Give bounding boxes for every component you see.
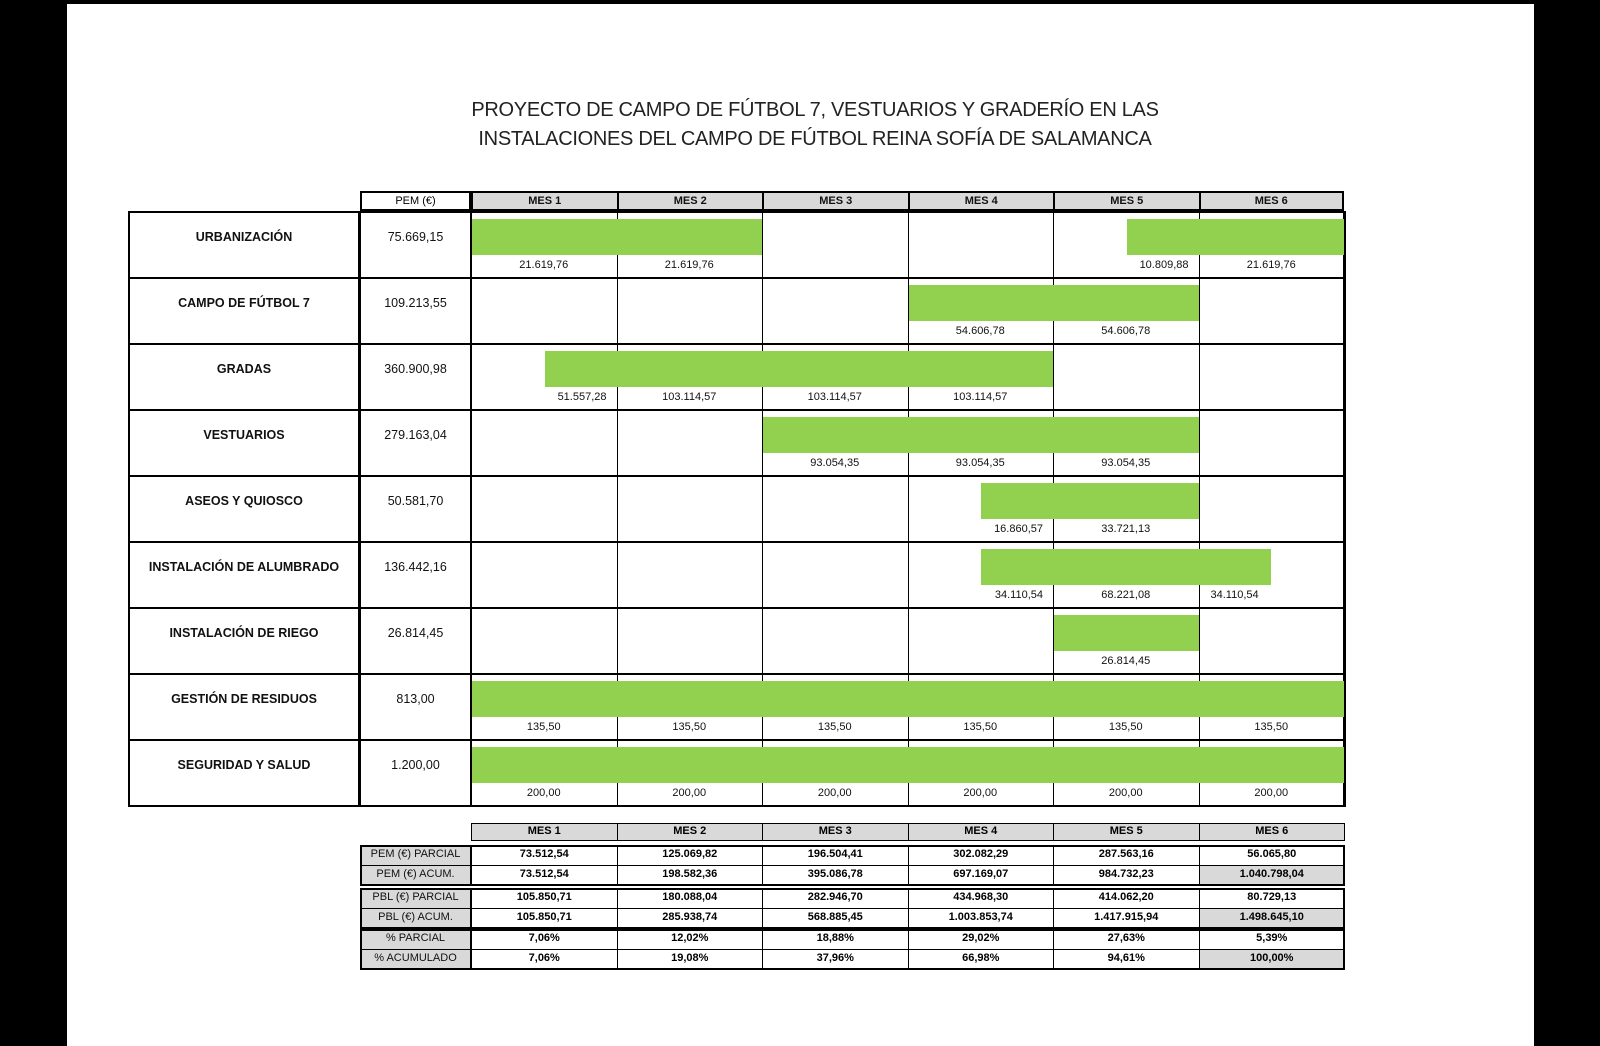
summary-month-header: MES 2 bbox=[617, 823, 764, 841]
gantt-bar-value: 21.619,76 bbox=[1246, 259, 1296, 271]
summary-value: 56.065,80 bbox=[1199, 845, 1346, 866]
task-pem-value: 279.163,04 bbox=[360, 409, 471, 476]
summary-row-label: PEM (€) ACUM. bbox=[360, 865, 471, 886]
row-divider bbox=[128, 409, 1346, 411]
task-pem-value: 813,00 bbox=[360, 673, 471, 740]
summary-value: 12,02% bbox=[617, 929, 764, 950]
summary-value: 434.968,30 bbox=[908, 888, 1055, 909]
summary-value: 302.082,29 bbox=[908, 845, 1055, 866]
gantt-bar-value: 93.054,35 bbox=[810, 457, 860, 469]
summary-row-label: % ACUMULADO bbox=[360, 949, 471, 970]
task-label: GRADAS bbox=[128, 343, 360, 410]
summary-value: 1.003.853,74 bbox=[908, 908, 1055, 929]
summary-value: 94,61% bbox=[1053, 949, 1200, 970]
summary-value: 1.040.798,04 bbox=[1199, 865, 1346, 886]
month-header: MES 5 bbox=[1053, 191, 1201, 211]
gantt-bar-value: 135,50 bbox=[817, 721, 852, 733]
task-pem-value: 26.814,45 bbox=[360, 607, 471, 674]
gantt-bar-value: 135,50 bbox=[1254, 721, 1289, 733]
gantt-bar-value: 135,50 bbox=[672, 721, 707, 733]
row-divider bbox=[128, 673, 1346, 675]
summary-value: 1.498.645,10 bbox=[1199, 908, 1346, 929]
summary-value: 984.732,23 bbox=[1053, 865, 1200, 886]
gantt-bar-value: 200,00 bbox=[526, 787, 561, 799]
gantt-bar-value: 10.809,88 bbox=[1139, 259, 1189, 271]
summary-value: 105.850,71 bbox=[471, 908, 618, 929]
gantt-bar-value: 34.110,54 bbox=[994, 589, 1043, 601]
month-header: MES 3 bbox=[762, 191, 910, 211]
summary-value: 5,39% bbox=[1199, 929, 1346, 950]
summary-row-label: % PARCIAL bbox=[360, 929, 471, 950]
gantt-bar-value: 16.860,57 bbox=[994, 523, 1043, 535]
summary-value: 66,98% bbox=[908, 949, 1055, 970]
summary-value: 105.850,71 bbox=[471, 888, 618, 909]
row-divider bbox=[128, 739, 1346, 741]
summary-month-header: MES 3 bbox=[762, 823, 909, 841]
task-pem-value: 1.200,00 bbox=[360, 739, 471, 806]
gantt-bar-value: 200,00 bbox=[963, 787, 998, 799]
task-label: VESTUARIOS bbox=[128, 409, 360, 476]
summary-row-label: PBL (€) ACUM. bbox=[360, 908, 471, 929]
summary-value: 125.069,82 bbox=[617, 845, 764, 866]
row-divider bbox=[128, 343, 1346, 345]
gantt-bar-value: 103.114,57 bbox=[807, 391, 862, 403]
gantt-bar-value: 200,00 bbox=[817, 787, 852, 799]
summary-value: 73.512,54 bbox=[471, 865, 618, 886]
gantt-bar-value: 21.619,76 bbox=[519, 259, 569, 271]
task-label: INSTALACIÓN DE RIEGO bbox=[128, 607, 360, 674]
gantt-bar-value: 135,50 bbox=[526, 721, 561, 733]
summary-row-label: PBL (€) PARCIAL bbox=[360, 888, 471, 909]
summary-month-header: MES 4 bbox=[908, 823, 1055, 841]
summary-value: 19,08% bbox=[617, 949, 764, 970]
document-title-line-2: INSTALACIONES DEL CAMPO DE FÚTBOL REINA SOFÍA DE SALAMANCA bbox=[478, 128, 1152, 150]
gantt-bar-value: 93.054,35 bbox=[1101, 457, 1151, 469]
gantt-bar-value: 54.606,78 bbox=[1101, 325, 1151, 337]
task-label: SEGURIDAD Y SALUD bbox=[128, 739, 360, 806]
gantt-bar-value: 103.114,57 bbox=[662, 391, 717, 403]
summary-group-frame bbox=[360, 929, 1345, 970]
summary-value: 7,06% bbox=[471, 949, 618, 970]
summary-value: 1.417.915,94 bbox=[1053, 908, 1200, 929]
document-title-line-1: PROYECTO DE CAMPO DE FÚTBOL 7, VESTUARIOS Y GRADERÍO EN LAS bbox=[471, 99, 1159, 121]
row-divider bbox=[128, 541, 1346, 543]
task-label: URBANIZACIÓN bbox=[128, 211, 360, 278]
task-label: GESTIÓN DE RESIDUOS bbox=[128, 673, 360, 740]
task-pem-value: 136.442,16 bbox=[360, 541, 471, 608]
task-pem-value: 50.581,70 bbox=[360, 475, 471, 542]
gantt-bar-value: 54.606,78 bbox=[955, 325, 1005, 337]
gantt-bar-value: 135,50 bbox=[1108, 721, 1143, 733]
summary-value: 27,63% bbox=[1053, 929, 1200, 950]
summary-row-label: PEM (€) PARCIAL bbox=[360, 845, 471, 866]
summary-value: 414.062,20 bbox=[1053, 888, 1200, 909]
gantt-bar-value: 68.221,08 bbox=[1101, 589, 1151, 601]
summary-value: 7,06% bbox=[471, 929, 618, 950]
task-label: ASEOS Y QUIOSCO bbox=[128, 475, 360, 542]
summary-value: 198.582,36 bbox=[617, 865, 764, 886]
summary-month-header: MES 5 bbox=[1053, 823, 1200, 841]
gantt-bar-value: 200,00 bbox=[1108, 787, 1143, 799]
summary-value: 37,96% bbox=[762, 949, 909, 970]
summary-value: 100,00% bbox=[1199, 949, 1346, 970]
task-pem-value: 360.900,98 bbox=[360, 343, 471, 410]
summary-month-header: MES 1 bbox=[471, 823, 618, 841]
month-header: MES 6 bbox=[1199, 191, 1345, 211]
month-header: MES 1 bbox=[471, 191, 619, 211]
gantt-bar-value: 103.114,57 bbox=[953, 391, 1008, 403]
gantt-bar-value: 26.814,45 bbox=[1101, 655, 1151, 667]
summary-value: 568.885,45 bbox=[762, 908, 909, 929]
task-label: CAMPO DE FÚTBOL 7 bbox=[128, 277, 360, 344]
month-header: MES 2 bbox=[617, 191, 765, 211]
gantt-bar-value: 200,00 bbox=[1254, 787, 1289, 799]
gantt-bar-value: 93.054,35 bbox=[955, 457, 1005, 469]
summary-month-header: MES 6 bbox=[1199, 823, 1346, 841]
gantt-bar-value: 135,50 bbox=[963, 721, 998, 733]
summary-value: 80.729,13 bbox=[1199, 888, 1346, 909]
summary-value: 180.088,04 bbox=[617, 888, 764, 909]
summary-value: 697.169,07 bbox=[908, 865, 1055, 886]
task-label: INSTALACIÓN DE ALUMBRADO bbox=[128, 541, 360, 608]
gantt-frame bbox=[128, 211, 1346, 807]
summary-group-frame bbox=[360, 888, 1345, 929]
summary-value: 29,02% bbox=[908, 929, 1055, 950]
gantt-bar-value: 34.110,54 bbox=[1210, 589, 1259, 601]
task-pem-value: 109.213,55 bbox=[360, 277, 471, 344]
summary-value: 287.563,16 bbox=[1053, 845, 1200, 866]
gantt-bar-value: 200,00 bbox=[672, 787, 707, 799]
gantt-bar-value: 21.619,76 bbox=[664, 259, 714, 271]
row-divider bbox=[128, 475, 1346, 477]
month-header: MES 4 bbox=[908, 191, 1056, 211]
summary-group-frame bbox=[360, 845, 1345, 886]
summary-value: 73.512,54 bbox=[471, 845, 618, 866]
summary-value: 282.946,70 bbox=[762, 888, 909, 909]
row-divider bbox=[128, 607, 1346, 609]
summary-value: 18,88% bbox=[762, 929, 909, 950]
gantt-bar-value: 33.721,13 bbox=[1101, 523, 1151, 535]
summary-value: 395.086,78 bbox=[762, 865, 909, 886]
summary-value: 196.504,41 bbox=[762, 845, 909, 866]
row-divider bbox=[128, 277, 1346, 279]
pem-column-header: PEM (€) bbox=[360, 191, 471, 211]
gantt-bar-value: 51.557,28 bbox=[557, 391, 607, 403]
summary-value: 285.938,74 bbox=[617, 908, 764, 929]
task-pem-value: 75.669,15 bbox=[360, 211, 471, 278]
